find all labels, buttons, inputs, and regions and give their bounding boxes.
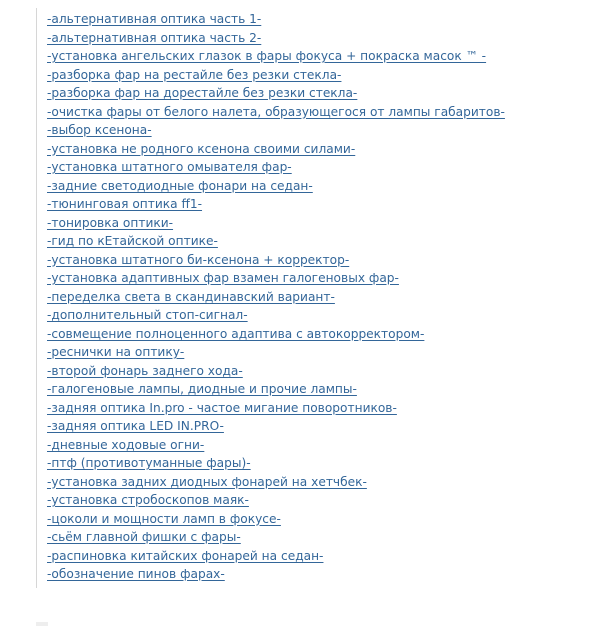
list-item bbox=[47, 84, 505, 103]
list-item bbox=[47, 306, 505, 325]
list-item bbox=[47, 10, 505, 29]
article-link[interactable]: -выбор ксенона- bbox=[47, 123, 152, 137]
article-link[interactable]: -цоколи и мощности ламп в фокусе- bbox=[47, 511, 281, 526]
list-item bbox=[47, 325, 505, 344]
list-item bbox=[47, 473, 505, 492]
list-item bbox=[47, 177, 505, 196]
list-item bbox=[47, 232, 505, 251]
article-link[interactable]: -разборка фар на рестайле без резки стекла- bbox=[47, 67, 342, 82]
list-item bbox=[47, 362, 505, 381]
article-link[interactable]: -распиновка китайских фонарей на седан- bbox=[47, 548, 324, 563]
article-link[interactable]: -установка штатного би-ксенона + корректор- bbox=[47, 252, 350, 267]
article-link[interactable]: -разборка фар на дорестайле без резки стекла- bbox=[47, 86, 358, 100]
list-item bbox=[47, 47, 505, 66]
article-link[interactable]: -установка задних диодных фонарей на хетчбек- bbox=[47, 474, 367, 489]
list-item bbox=[47, 380, 505, 399]
article-link[interactable]: -тюнинговая оптика ff1- bbox=[47, 197, 203, 211]
list-item bbox=[47, 195, 505, 214]
quote-divider bbox=[36, 8, 37, 588]
list-item bbox=[47, 103, 505, 122]
article-link[interactable]: -птф (противотуманные фары)- bbox=[47, 456, 251, 470]
article-link[interactable]: -установка адаптивных фар взамен галогеновых фар- bbox=[47, 271, 399, 285]
list-item bbox=[47, 491, 505, 510]
list-item bbox=[47, 251, 505, 270]
list-item bbox=[47, 29, 505, 48]
list-item bbox=[47, 121, 505, 140]
list-item bbox=[47, 269, 505, 288]
list-item bbox=[47, 288, 505, 307]
list-item bbox=[47, 436, 505, 455]
article-link[interactable]: -переделка света в скандинавский вариант- bbox=[47, 289, 335, 304]
list-item bbox=[47, 528, 505, 547]
list-item bbox=[47, 140, 505, 159]
article-link[interactable]: -обозначение пинов фарах- bbox=[47, 567, 225, 581]
article-link[interactable]: -альтернативная оптика часть 1- bbox=[47, 12, 262, 26]
article-link[interactable]: -реснички на оптику- bbox=[47, 345, 185, 359]
list-item bbox=[47, 343, 505, 362]
article-link[interactable]: -задняя оптика LED IN.PRO- bbox=[47, 419, 224, 433]
scroll-edge-mark bbox=[36, 622, 48, 626]
list-item bbox=[47, 454, 505, 473]
article-link[interactable]: -установка стробоскопов маяк- bbox=[47, 493, 249, 507]
list-item bbox=[47, 399, 505, 418]
article-link[interactable]: -гид по кЕтайской оптике- bbox=[47, 234, 218, 248]
link-list bbox=[47, 10, 505, 584]
article-link[interactable]: -установка ангельских глазок в фары фокуса + покраска масок ™ - bbox=[47, 49, 487, 63]
article-link[interactable]: -дневные ходовые огни- bbox=[47, 437, 205, 452]
article-link[interactable]: -установка не родного ксенона своими силами- bbox=[47, 141, 356, 156]
list-item bbox=[47, 565, 505, 584]
article-link[interactable]: -задняя оптика In.pro - частое мигание поворотников- bbox=[47, 400, 397, 415]
list-item bbox=[47, 417, 505, 436]
article-link[interactable]: -установка штатного омывателя фар- bbox=[47, 160, 292, 174]
article-link[interactable]: -дополнительный стоп-сигнал- bbox=[47, 308, 248, 322]
article-link[interactable]: -сьём главной фишки с фары- bbox=[47, 530, 241, 544]
article-link[interactable]: -тонировка оптики- bbox=[47, 215, 174, 230]
article-link[interactable]: -альтернативная оптика часть 2- bbox=[47, 30, 262, 45]
list-item bbox=[47, 214, 505, 233]
list-item bbox=[47, 66, 505, 85]
article-link[interactable]: -совмещение полноценного адаптива с автокорректором- bbox=[47, 326, 425, 341]
list-item bbox=[47, 547, 505, 566]
list-item bbox=[47, 510, 505, 529]
list-item bbox=[47, 158, 505, 177]
article-link[interactable]: -очистка фары от белого налета, образующегося от лампы габаритов- bbox=[47, 104, 505, 119]
article-link[interactable]: -второй фонарь заднего хода- bbox=[47, 363, 243, 378]
article-link[interactable]: -задние светодиодные фонари на седан- bbox=[47, 178, 313, 193]
article-link[interactable]: -галогеновые лампы, диодные и прочие лампы- bbox=[47, 382, 357, 396]
